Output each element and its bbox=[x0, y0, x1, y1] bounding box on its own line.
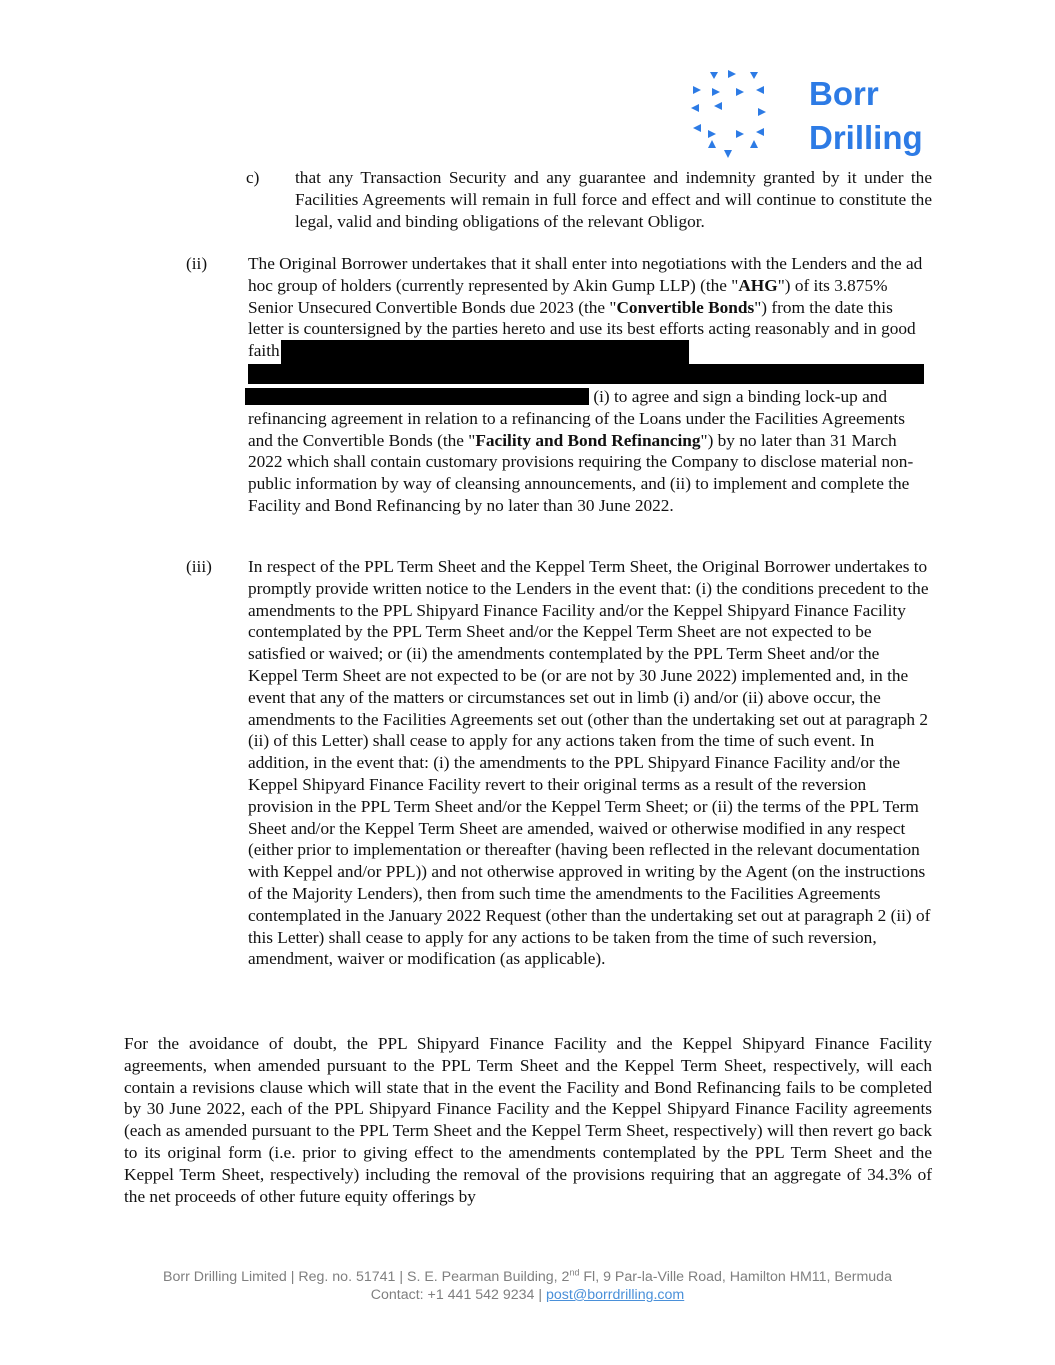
footer-contact bbox=[0, 1286, 1055, 1304]
clause-ii-text-1: The Original Borrower undertakes that it shall enter into negotiations with the Lenders and the ad hoc group of holders (currently represented by Akin Gump LLP) (the " bbox=[248, 254, 923, 295]
clause-ii-text-5: ") by no later than 31 March 2022 which shall contain customary provisions requiring the Company to disclose material non-public information by way of cleansing announcements, and (ii) to implement and complete the Facility and Bond Refinancing by no later than 30 June 2022. bbox=[248, 430, 914, 515]
redaction-block bbox=[281, 340, 689, 364]
footer-contact-phone: Contact: +1 441 542 9234 | bbox=[370, 1287, 547, 1303]
closing-paragraph: For the avoidance of doubt, the PPL Shipyard Finance Facility and the Keppel Shipyard Finance Facility agreements, when amended pursuant to the PPL Term Sheet and the Keppel Term Sheet, respectively, will each contain a revisions clause which will state that in the event the Facility and Bond Refinancing fails to be completed by 30 June 2022, each of the PPL Shipyard Finance Facility and the Keppel Shipyard Finance Facility agreements (each as amended pursuant to the PPL Term Sheet and the Keppel Term Sheet, respectively) will then revert go back to its original form (i.e. prior to giving effect to the amendments contemplated by the PPL Term Sheet and the Keppel Term Sheet, respectively) including the removal of the provisions requiring that an aggregate of 34.3% of the net proceeds of other future equity offerings by bbox=[124, 1034, 932, 1206]
company-logo bbox=[688, 68, 938, 160]
redaction-block bbox=[248, 364, 924, 384]
clause-ii-marker: (ii) bbox=[186, 254, 208, 273]
term-facility-bond-refinancing: Facility and Bond Refinancing bbox=[475, 430, 701, 450]
clause-ii-text bbox=[248, 253, 932, 517]
logo-mark-icon bbox=[688, 68, 788, 160]
term-ahg: AHG bbox=[738, 275, 778, 295]
footer-email-link[interactable]: post@borrdrilling.com bbox=[546, 1287, 685, 1303]
redaction-block bbox=[245, 388, 589, 405]
clause-iii-text: In respect of the PPL Term Sheet and the Keppel Term Sheet, the Original Borrower undertakes to promptly provide written notice to the Lenders in the event that: (i) the conditions precedent to the amendments to the PPL Shipyard Finance Facility and/or the Keppel Shipyard Finance Facility contemplated by the PPL Term Sheet and/or the Keppel Term Sheet are not expected to be satisfied or waived; or (ii) the amendments contemplated by the PPL Term Sheet and/or the Keppel Term Sheet are not expected to be (or are not by 30 June 2022) implemented and, in the event that any of the matters or circumstances set out in limb (i) and/or (ii) above occur, the amendments to the Facilities Agreements set out (other than the undertaking set out at paragraph 2 (ii) of this Letter) shall cease to apply for any actions taken from the time of such event. In addition, in the event that: (i) the amendments to the PPL Shipyard Finance Facility and/or the Keppel Shipyard Finance Facility revert to their original terms as a result of the reversion provision in the PPL Term Sheet and/or the Keppel Term Sheet; or (ii) the terms of the PPL Term Sheet and/or the Keppel Term Sheet are amended, waived or otherwise modified in any respect (either prior to implementation or thereafter (having been reflected in the relevant documentation with Keppel and/or PPL)) and not otherwise approved in writing by the Agent (on the instructions of the Majority Lenders), then from such time the amendments to the Facilities Agreements contemplated in the January 2022 Request (other than the undertaking set out at paragraph 2 (ii) of this Letter) shall cease to apply for any actions to be taken from the time of such reversion, amendment, waiver or modification (as applicable). bbox=[248, 557, 931, 969]
clause-ii-text-2: ") of its 3.875% Senior Unsecured Convertible Bonds due 2023 (the " bbox=[248, 275, 888, 317]
clause-ii-text-3: ") from the date this letter is countersigned by the parties hereto and use its best efforts acting reasonably and in good faith bbox=[248, 297, 916, 361]
clause-ii-text-4: (i) to agree and sign a binding lock-up and refinancing agreement in relation to a refinancing of the Loans under the Facilities Agreements and the Convertible Bonds (the " bbox=[248, 386, 905, 450]
footer bbox=[0, 1268, 1055, 1304]
footer-address-part2: Fl, 9 Par-la-Ville Road, Hamilton HM11, Bermuda bbox=[579, 1269, 892, 1285]
clause-iii-marker: (iii) bbox=[186, 557, 212, 576]
clause-c-text: that any Transaction Security and any guarantee and indemnity granted by it under the Facilities Agreements will remain in full force and effect and will continue to constitute the legal, valid and binding obligations of the relevant Obligor. bbox=[295, 168, 932, 231]
footer-address-sup: nd bbox=[569, 1267, 580, 1278]
logo-text-borr: Borr bbox=[809, 75, 879, 112]
footer-address bbox=[0, 1268, 1055, 1286]
clause-c-marker: c) bbox=[246, 168, 260, 187]
term-convertible-bonds: Convertible Bonds bbox=[616, 297, 755, 317]
footer-address-part1: Borr Drilling Limited | Reg. no. 51741 | S. E. Pearman Building, 2 bbox=[163, 1269, 570, 1285]
logo-text-drilling: Drilling bbox=[809, 119, 923, 156]
